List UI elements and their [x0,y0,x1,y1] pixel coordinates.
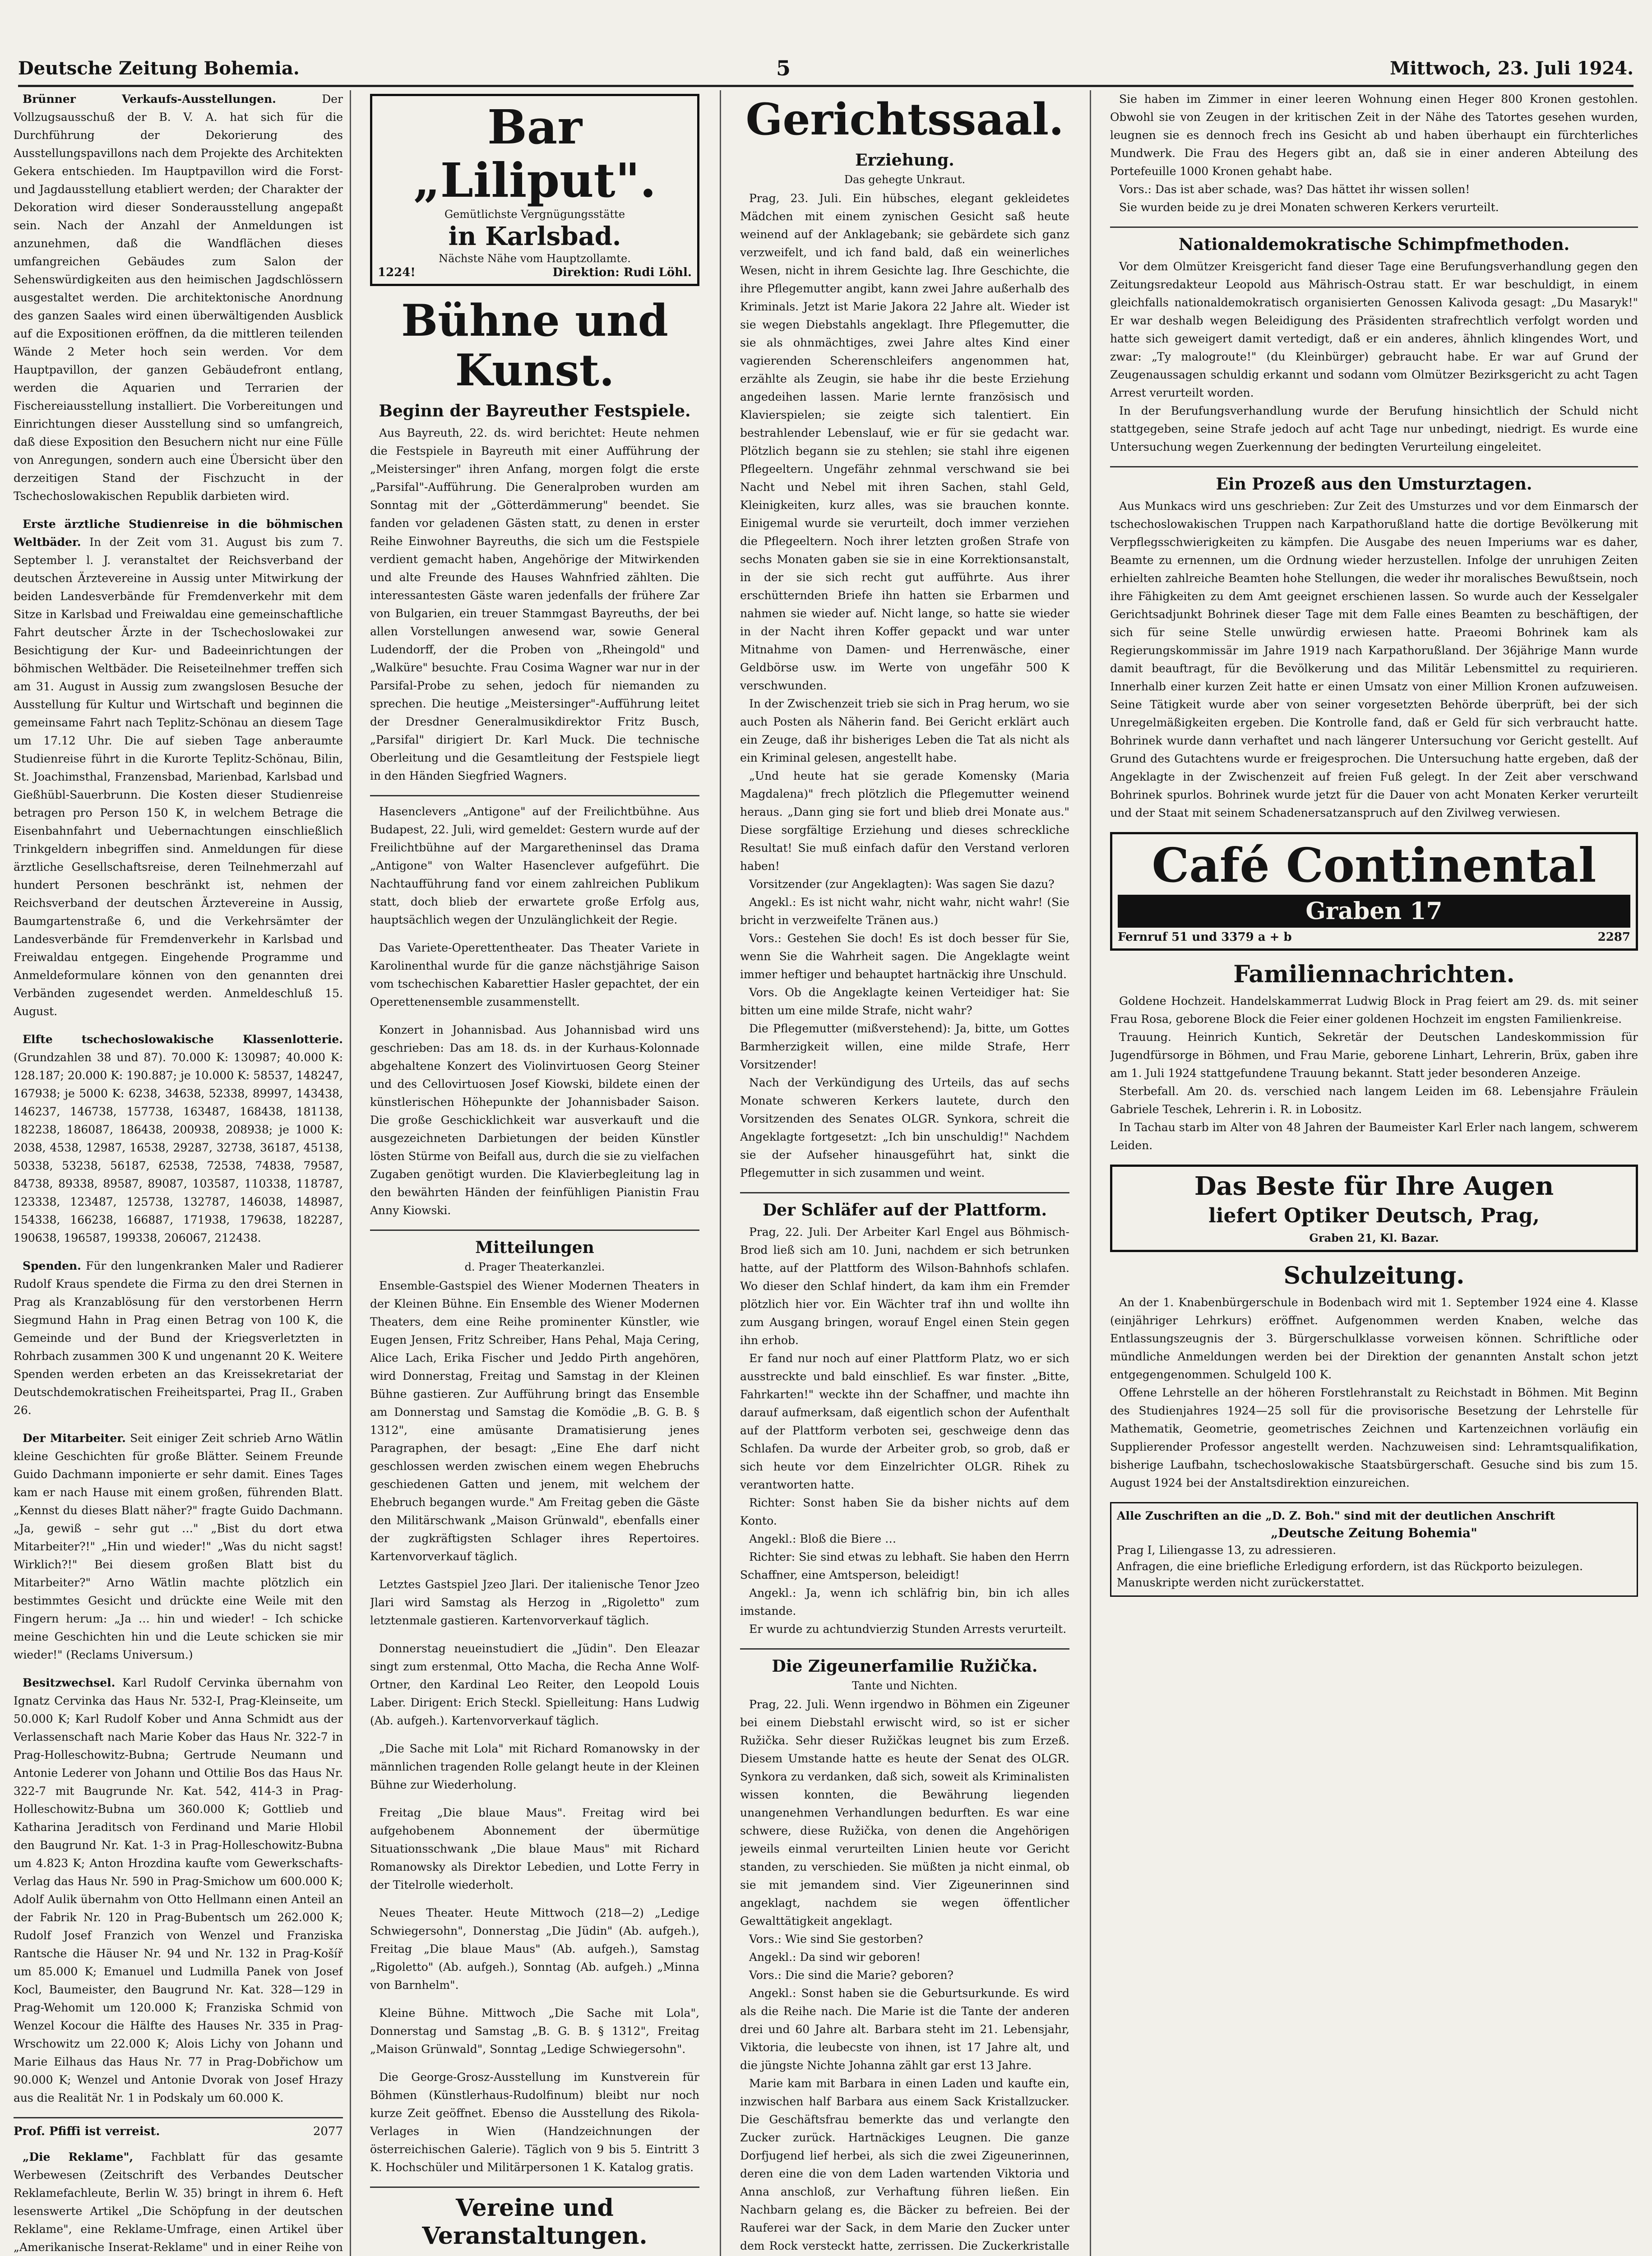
article-text: Aus Munkacs wird uns geschrieben: Zur Zeit des Umsturzes und vor dem Einmarsch der tschechoslowakischen Truppen nach Karpathorußland hatte die dortige Bevölkerung mit Verpflegsschwierigkeiten zu kämpfen. Die Ausgabe des neuen Imperiums war es daher, Beamte zu ernennen, um die Ordnung wieder herzustellen. Infolge der unruhigen Zeiten erhielten zahlreiche Beamten hohe Stellungen, die weder ihr moralisches Bewußtsein, noch ihre Fähigkeiten zu dem Amt geeignet erschienen lassen. So wurde auch der Kesselgaler Gerichtsadjunkt Bohrinek dieser Tage mit dem Falle eines Beamten zu beschäftigen, der sich für seine Stelle unwürdig erwiesen hatte. Praeomi Bohrinek kam als Regierungskommissär im Jahre 1919 nach Karpathorußland. Der 36jährige Mann wurde damit beauftragt, für die Bevölkerung und das Militär Lebensmittel zu requirieren. Innerhalb einer kurzen Zeit hatte er einen Umsatz von einer Million Kronen aufzuweisen. Seine Tätigkeit wurde aber von seiner vorgesetzten Behörde überprüft, bei der sich Unregelmäßigkeiten ergeben. Die Kontrolle fand, daß er Geld für sich verbraucht hatte. Bohrinek wurde dann verhaftet und nach längerer Untersuchung vor Gericht gestellt. Auf Grund des Gutachtens wurde er freigesprochen. Die Untersuchung hatte ergeben, daß der Angeklagte in der Zwischenzeit auf freien Fuß gelegt. In der Zeit aber verschwand Bohrinek spurlos. Bohrinek wurde jetzt für die Dauer von acht Monaten Kerker verurteilt und der Staat mit seinem Schadenersatzanspruch auf den Zivilweg verwiesen. [1110,499,1638,819]
article-neues-theater [370,1904,699,1994]
article-text: Ensemble-Gastspiel des Wiener Modernen Theaters in der Kleinen Bühne. Ein Ensemble des Wiener Modernen Theaters, dem eine Reihe prominenter Künstler, wie Eugen Jensen, Fritz Schreiber, Hans Pehal, Maja Cering, Alice Lach, Erika Fischer und Jeddo Pirth angehören, wird Donnerstag, Freitag und Samstag in der Kleinen Bühne gastieren. Zur Aufführung bringt das Ensemble am Donnerstag und Samstag die Komödie „B. G. B. § 1312", eine amüsante Dramatisierung jenes Paragraphen, der besagt: „Eine Ehe darf nicht geschlossen werden zwischen einem wegen Ehebruchs geschiedenen Gatten und jenem, mit welchem der Ehebruch begangen wurde." Am Freitag geben die Gäste den Militärschwank „Maison Grünwald", ebenfalls einer der zugkräftigsten Schlager ihres Repertoires. Kartenvorverkauf täglich. [370,1279,699,1563]
article-text: Er wurde zu achtundvierzig Stunden Arrests verurteilt. [749,1623,1067,1636]
section-title: Gerichtssaal. [745,94,1064,145]
article-text: „Die Sache mit Lola" mit Richard Romanowsky in der männlichen tragenden Rolle gelangt heute in der Kleinen Bühne zur Wiederholung. [370,1742,699,1791]
page-number: 5 [776,56,791,80]
lottery-numbers: (Grundzahlen 38 und 87). 70.000 K: 130987; 40.000 K: 128.187; 20.000 K: 190.887; je 10.000 K: 58537, 148247, 167938; je 5000 K: 6238, 34638, 52338, 89997, 143438, 146237, 146738, 157738, 163487, 168438, 181138, 182238, 186087, 186438, 200938, 208938; je 1000 K: 2038, 4538, 12987, 16538, 29287, 32738, 36187, 45138, 50338, 53238, 56187, 62538, 72538, 74838, 79587, 84738, 89338, 89587, 89087, 103587, 110338, 118787, 123338, 123487, 125738, 132787, 146038, 148987, 154338, 166238, 166887, 171938, 179638, 182287, 190638, 196587, 199338, 206067, 212438. [14,1051,343,1244]
article-text: Freitag „Die blaue Maus". Freitag wird bei aufgehobenem Abonnement der übermütige Situationsschwank „Die blaue Maus" mit Richard Romanowsky als Direktor Lebedien, und Lotte Ferry in der Titelrolle wiederholt. [370,1806,699,1891]
article-text: Karl Rudolf Cervinka übernahm von Ignatz Cervinka das Haus Nr. 532-I, Prag-Kleinseite, um 50.000 K; Karl Rudolf Kober und Anna Schmidt aus der Verlassenschaft nach Marie Kober das Haus Nr. 322-7 in Prag-Holleschowitz-Bubna; Gertrude Neumann und Antonie Lederer von Johann und Ottilie Bos das Haus Nr. 322-7 mit Baugrunde Nr. Kat. 542, 414-3 in Prag-Holleschowitz-Bubna um 360.000 K; Gottlieb und Katharina Jeraditsch von Ferdinand und Marie Hlobil den Baugrund Nr. Kat. 1-3 in Prag-Holleschowitz-Bubna um 4.823 K; Anton Hrozdina kaufte vom Gewerkschafts-Verlag das Haus Nr. 590 in Prag-Smichow um 600.000 K; Adolf Aulik übernahm von Otto Hellmann einen Anteil an der Fabrik Nr. 120 in Prag-Bubentsch um 262.000 K; Rudolf Josef Franzich von Wenzel und Franziska Rantsche die Häuser Nr. 94 und Nr. 132 in Prag-Košíř um 85.000 K; Emanuel und Ludmilla Panek von Josef Kocl, Baumeister, den Baugrund Nr. Kat. 328—129 in Prag-Wehomit um 120.000 K; Franziska Schmid von Wenzel Kocour die Hälfte des Hauses Nr. 335 in Prag-Wrschowitz um 22.000 K; Alois Lichy von Johann und Marie Eilhaus das Haus Nr. 77 in Prag-Dobřichow um 90.000 K; Wenzel und Antonie Dvorak von Josef Hrazy aus die Realität Nr. 1 in Podskaly um 60.000 K. [14,1676,343,2104]
article-lead: Elfte tschechoslowakische Klassenlotterie. [23,1033,343,1046]
article-text: Der Vollzugsausschuß der B. V. A. hat sich für die Durchführung der Dekorierung des Ausstellungspavillons nach dem Projekte des Architekten Gekera entschieden. Im Hauptpavillon wird die Forst- und Jagdausstellung etabliert werden; der Charakter der Dekoration wird dieser Sonderausstellung angepaßt sein. Nach der Anzahl der Anmeldungen ist anzunehmen, daß die Wandflächen dieses umfangreichen Gebäudes zum Salon der Sehenswürdigkeiten aus den heimischen Jagdschlössern ausgestaltet werden. Die architektonische Anordnung des ganzen Saales wird einen überwältigenden Ausblick auf die Expositionen eröffnen, da die mittleren teilenden Wände 2 Meter hoch sein werden. Vor dem Hauptpavillon, der ganzen Gebäudefront entlang, werden die Aquarien und Terrarien der Fischereiausstellung installiert. Die Vorbereitungen und Einrichtungen dieser Ausstellung sind so umfangreich, daß diese Exposition den Besuchern nicht nur eine Fülle von Anregungen, sondern auch eine Übersicht über den derzeitigen Stand der Fischzucht in der Tschechoslowakischen Republik darbieten wird. [14,92,343,503]
article-bayreuth [370,424,699,785]
article-text: In Tachau starb im Alter von 48 Jahren der Baumeister Karl Erler nach langem, schwerem Leiden. [1110,1121,1638,1152]
ad-code: 1224! [378,266,416,279]
article-text: Vor dem Olmützer Kreisgericht fand dieser Tage eine Berufungsverhandlung gegen den Zeitungsredakteur Leopold aus Mährisch-Ostrau statt. Er war beschuldigt, in einem gleichfalls nationaldemokratisch organisierten Genossen Kalivoda gesagt: „Du Masaryk!" Er war deshalb wegen Beleidigung des Präsidenten strafrechtlich verfolgt worden und hatte sich geweigert damit vertedigt, daß er ein anderes, ähnlich klingendes Wort, und zwar: „Ty malogroute!" (du Kleinbürger) gebraucht habe. Er war auf Grund der Zeugenaussagen schuldig erkannt und sodann vom Olmützer Bezirksgericht zu acht Tagen Arrest verurteilt worden. [1110,260,1638,399]
article-text: Marie kam mit Barbara in einen Laden und kaufte ein, inzwischen half Barbara aus einem Sack Kristallzucker. Die Geschäftsfrau bemerkte das und verlangte den Zucker zurück. Hartnäckiges Leugnen. Die ganze Dorfjugend lief herbei, als sich die zwei Zigeunerinnen, deren eine die von dem Laden wartenden Viktoria und Anna anschloß, zur Verhaftung führen ließen. Ein Nachbarn gelang es, die Bäcker zu befreien. Bei der Rauferei war der Sack, in dem Marie den Zucker unter dem Rock versteckt hatte, zerrissen. Die Zuckerkristalle [740,2077,1069,2252]
column-2 [370,90,699,2256]
ad-phone: Fernruf 51 und 3379 a + b [1118,930,1292,944]
article-subheadline: Das gehegte Unkraut. [844,173,966,186]
dialogue-line: Richter: Sie sind etwas zu lebhaft. Sie haben den Herrn Schaffner, eine Amtsperson, beleidigt! [740,1550,1069,1581]
dialogue-line: Die Pflegemutter (mißverstehend): Ja, bitte, um Gottes Barmherzigkeit willen, eine milde Strafe, Herr Vorsitzender! [740,1022,1069,1071]
ad-title: Bar „Liliput". [413,99,657,208]
ad-title: Das Beste für Ihre Augen [1194,1171,1554,1201]
article-ensemble-gastspiel [370,1277,699,1566]
divider [370,2187,699,2188]
ad-text: Graben 17 [1118,895,1630,928]
article-schulzeitung [1110,1294,1638,1492]
article-text: Neues Theater. Heute Mittwoch (218—2) „Ledige Schwiegersohn", Donnerstag „Die Jüdin" (Ab. aufgeh.), Freitag „Die blaue Maus" (Ab. aufgeh.), Samstag „Rigoletto" (Ab. aufgeh.), Sonntag (Ab. aufgeh.) „Minna von Barnhelm". [370,1906,699,1992]
ad-text: liefert Optiker Deutsch, Prag, [1208,1204,1540,1227]
article-kleine-buehne [370,2004,699,2058]
article-erziehung [740,190,1069,1182]
article-lead: Der Mitarbeiter. [23,1432,126,1445]
article-blaue-maus [370,1804,699,1894]
article-schimpfmethoden [1110,258,1638,456]
ad-address: Graben 21, Kl. Bazar. [1309,1231,1439,1244]
article-leseabend [370,2254,699,2256]
article-text: Prag, 22. Juli. Wenn irgendwo in Böhmen ein Zigeuner bei einem Diebstahl erwischt wird, so ist er sicher Ružička. Sehr dieser Ružičkas leugnet bis zum Erzeß. Diesem Umstande hatte es heute der Senat des OLGR. Synkora zu verdanken, daß sich, soweit als Kriminalisten wissen konnten, die Bewährung liegenden unangenehmen Verhandlungen bedurften. Es war eine schwere, diese Ružička, von denen die Angehörigen jeweils einmal verurteilten Linien heute vor Gericht standen, zu verschieden. Sie müßten ja nicht einmal, ob sie mit jemandem sind. Vier Zigeunerinnen sind angeklagt, nachdem sie wegen öffentlicher Gewalttätigkeit angeklagt. [740,1698,1069,1928]
ad-code: 2287 [1597,930,1630,944]
article-text: Seit einiger Zeit schrieb Arno Wätlin kleine Geschichten für große Blätter. Seinem Freunde Guido Dachmann imponierte er sehr damit. Eines Tages kam er nach Hause mit einem großen, führenden Blatt. „Kennst du dieses Blatt näher?" fragte Guido Dachmann. „Ja, gewiß – sehr gut …" „Bist du dort etwa Mitarbeiter?!" „Hin und wieder!" „Was du nicht sagst! Wirklich?!" Bei diesem großen Blatt bist du Mitarbeiter?" Arno Wätlin machte plötzlich ein bestimmtes Gesicht und drückte eine Weile mit den Fingern herum: „Ja … hin und wieder! – Ich schicke meine Geschichten hin und die Leute schicken sie mir wieder!" (Reclams Universum.) [14,1432,343,1661]
article-lola [370,1740,699,1794]
article-text: Hasenclevers „Antigone" auf der Freilichtbühne. Aus Budapest, 22. Juli, wird gemeldet: Gestern wurde auf der Freilichtbühne auf der Margaretheninsel das Drama „Antigone" von Walter Hasenclever aufgeführt. Die Nachtaufführung fand vor einem zahlreichen Publikum statt, doch blieb der erwartete große Erfolg aus, hauptsächlich wegen der Unzulänglichkeit der Regie. [370,805,699,926]
article-grosz-ausstellung [370,2068,699,2177]
section-title: Bühne und Kunst. [401,295,668,396]
article-text: Goldene Hochzeit. Handelskammerrat Ludwig Block in Prag feiert am 29. ds. mit seiner Frau Rosa, geborene Block die Feier einer goldenen Hochzeit im engsten Familienkreise. [1110,994,1638,1026]
article-johannisbad [370,1021,699,1220]
dialogue-line: Vors.: Gestehen Sie doch! Es ist doch besser für Sie, wenn Sie die Wahrheit sagen. Die Angeklagte weint immer heftiger und behauptet hartnäckig ihre Unschuld. [740,932,1069,981]
article-text: In der Berufungsverhandlung wurde der Berufung hinsichtlich der Schuld nicht stattgegeben, seine Strafe jedoch auf acht Tage nur unbedingt, niedrigt. Es wurde eine Untersuchung wegen Zuerkennung der bedingten Verurteilung eingeleitet. [1110,404,1638,453]
article-headline: Erziehung. [855,151,954,170]
article-text: Letztes Gastspiel Jzeo Jlari. Der italienische Tenor Jzeo Jlari wird Samstag als Herzog in „Rigoletto" zum letztenmale gastieren. Kartenvorverkauf täglich. [370,1578,699,1627]
divider [14,2117,343,2118]
article-text: In der Zeit vom 31. August bis zum 7. September l. J. veranstaltet der Reichsverband der deutschen Ärztevereine in Aussig unter Mitwirkung der beiden Landesverbände für Fremdenverkehr mit dem Sitze in Karlsbad und Freiwaldau eine gemeinschaftliche Fahrt deutscher Ärzte in der Tschechoslowakei zur Besichtigung der Kur- und Badeeinrichtungen der böhmischen Weltbäder. Die Reiseteilnehmer treffen sich am 31. August in Aussig zum zwangslosen Besuche der Ausstellung für Kultur und Wirtschaft und beginnen die gemeinsame Fahrt nach Teplitz-Schönau an diesem Tage um 17.12 Uhr. Die auf sieben Tage anberaumte Studienreise führt in die Kurorte Teplitz-Schönau, Bilin, St. Joachimsthal, Franzensbad, Marienbad, Karlsbad und Gießhübl-Sauerbrunn. Die Kosten dieser Studienreise betragen pro Person 150 K, in welchem Betrage die Eisenbahnfahrt und Uebernachtungen einschließlich Trinkgeldern inbegriffen sind. Anmeldungen für diese ärztliche Gesellschaftsreise, deren Teilnehmerzahl auf hundert Personen beschränkt ist, nehmen der Reichsverband der deutschen Ärztevereine in Aussig, Baumgartenstraße 6, und die Verkehrsämter der Landesverbände für Fremdenverkehr in Karlsbad und Freiwaldau entgegen. Eingehende Programme und Anmeldeformulare können von den genannten drei Verbänden zugesendet werden. Anmeldeschluß 15. August. [14,536,343,1018]
article-lead: Besitzwechsel. [23,1676,116,1689]
article-reklame [14,2148,343,2256]
notice-text: Prof. Pfiffi ist verreist. [14,2125,160,2138]
article-umsturztage [1110,497,1638,822]
article-headline: Beginn der Bayreuther Festspiele. [379,402,691,421]
article-headline: Ein Prozeß aus den Umsturztagen. [1216,475,1532,494]
ad-bar-liliput [370,94,699,286]
article-text: Trauung. Heinrich Kuntich, Sekretär der Deutschen Landeskommission für Jugendfürsorge in Böhmen, und Frau Marie, geborene Linhart, Lehrerin, Brüx, gaben ihre am 1. Juli 1924 stattgefundene Trauung bekannt. Statt jeder besonderen Anzeige. [1110,1031,1638,1080]
article-text: Die George-Grosz-Ausstellung im Kunstverein für Böhmen (Künstlerhaus-Rudolfinum) bleibt nur noch kurze Zeit geöffnet. Ebenso die Ausstellung des Rikola-Verlages in Wien (Handzeichnungen der österreichischen Galerie). Täglich von 9 bis 5. Eintritt 3 K. Hochschüler und Militärpersonen 1 K. Katalog gratis. [370,2071,699,2174]
article-text: Prag, 22. Juli. Der Arbeiter Karl Engel aus Böhmisch-Brod ließ sich am 10. Juni, nachdem er sich betrunken hatte, auf der Plattform des Wilson-Bahnhofs schlafen. Wo dieser den Schlaf hindert, da kam ihm ein Fremder plötzlich hier vor. Ein Wächter traf ihn und wollte ihn zum Ausgang bringen, worauf Engel einen Stein gegen ihn erhob. [740,1225,1069,1347]
article-text: Konzert in Johannisbad. Aus Johannisbad wird uns geschrieben: Das am 18. ds. in der Kurhaus-Kolonnade abgehaltene Konzert des Violinvirtuosen Georg Steiner und des Cellovirtuosen Josef Kiowski, bildete einen der künstlerischen Höhepunkte der Johannisbader Saison. Die große Geschicklichkeit war ausverkauft und die ausgezeichneten Darbietungen der beiden Künstler lösten Stürme von Beifall aus, durch die sie zu vielfachen Zugaben genötigt wurden. Die Klavierbegleitung lag in den bewährten Händen der feinfühligen Pianistin Frau Anny Kiowski. [370,1023,699,1217]
article-subheadline: Tante und Nichten. [852,1679,958,1692]
dialogue-line: Angekl.: Bloß die Biere … [749,1532,897,1545]
notice-pfiffi [14,2125,343,2138]
dialogue-line: Vorsitzender (zur Angeklagten): Was sagen Sie dazu? [749,878,1055,891]
article-juedin [370,1640,699,1730]
article-aerztliche-studienreise [14,515,343,1021]
dialogue-line: Vors.: Die sind die Marie? geboren? [749,1969,954,1982]
notice-text: „Deutsche Zeitung Bohemia" [1271,1526,1477,1540]
column-3 [740,90,1069,2256]
divider [740,1192,1069,1193]
column-divider [1090,90,1091,2256]
article-text: In der Zwischenzeit trieb sie sich in Prag herum, wo sie auch Posten als Näherin fand. Bei Gericht erklärt auch ein Zeuge, daß ihr bisheriges Leben die Tat als nicht als ein Kriminal gelesen, angestellt habe. [740,697,1069,764]
notice-text: Prag I, Liliengasse 13, zu adressieren. [1117,1544,1337,1557]
ad-text: Direktion: Rudi Löhl. [552,266,692,279]
article-text [370,2254,699,2256]
article-mitarbeiter [14,1429,343,1664]
column-divider [720,90,721,2256]
article-text: „Und heute hat sie gerade Komensky (Maria Magdalena)" frech plötzlich die Pflegemutter weinend heraus. „Dann ging sie fort und blieb drei Monate aus." Diese sorgfältige Erziehung und dieses schreckliche Resultat! Sie muß einfach dafür den Verstand verloren haben! [740,769,1069,873]
section-title: Familiennachrichten. [1233,961,1515,988]
article-text: Nach der Verkündigung des Urteils, das auf sechs Monate schweren Kerkers lautete, durch den Vorsitzenden des Senates OLGR. Synkora, schreit die Angeklagte fortgesetzt: „Ich bin unschuldig!" Nachdem sie der Aufseher hinausgeführt hat, sinkt die Pflegemutter in sich zusammen und weint. [740,1076,1069,1179]
article-text: Er fand nur noch auf einer Plattform Platz, wo er sich ausstreckte und bald einschlief. Es war finster. „Bitte, Fahrkarten!" weckte ihn der Schaffner, und machte ihn darauf aufmerksam, daß eigentlich schon der Aufenthalt auf der Plattform verboten sei, geschweige denn das Schlafen. Da wurde der Arbeiter grob, so grob, daß er sich heute vor dem Einzelrichter OLGR. Rihek zu verantworten hatte. [740,1352,1069,1491]
ad-text: Nächste Nähe vom Hauptzollamte. [439,252,631,265]
article-text: Sterbefall. Am 20. ds. verschied nach langem Leiden im 68. Lebensjahre Fräulein Gabriele Teschek, Lehrerin i. R. in Lobositz. [1110,1085,1638,1116]
ad-text: Gemütlichste Vergnügungsstätte [444,208,625,221]
article-bruenner-ausstellungen [14,90,343,505]
notice-text: Manuskripte werden nicht zurückerstattet. [1117,1576,1365,1589]
divider [370,1230,699,1231]
divider [1110,227,1638,228]
article-continued [1110,90,1638,217]
article-lead: Erste ärztliche Studienreise in die böhmischen Weltbäder. [14,518,343,549]
article-zigeunerfamilie [740,1696,1069,2256]
ad-title: Café Continental [1152,837,1596,893]
article-lead: Spenden. [23,1259,81,1272]
article-text: Das Variete-Operettentheater. Das Theater Variete in Karolinenthal wurde für die ganze nächstjährige Saison vom tschechischen Kabarettier Hasler gepachtet, der ein Operettenensemble zusammenstellt. [370,941,699,1008]
article-text: Sie wurden beide zu je drei Monaten schweren Kerkers verurteilt. [1119,201,1499,214]
article-text: An der 1. Knabenbürgerschule in Bodenbach wird mit 1. September 1924 eine 4. Klasse (einjähriger Lehrkurs) eröffnet. Aufgenommen werden Knaben, welche das Entlassungszeugnis der 3. Bürgerschulklasse vorweisen können. Schriftliche oder mündliche Anmeldungen werden bei der Direktion der genannten Anstalt schon jetzt entgegengenommen. Schulgeld 100 K. [1110,1296,1638,1381]
article-text: Prag, 23. Juli. Ein hübsches, elegant gekleidetes Mädchen mit einem zynischen Gesicht saß heute weinend auf der Anklagebank; sie gebärdete sich ganz verzweifelt, und ich fand bald, daß ein weinerliches Wesen, nicht in ihrem Gesichte lag. Ihre Geschichte, die ihre Pflegemutter angibt, kann zwei Jahre außerhalb des Kriminals. Jetzt ist Marie Jakora 22 Jahre alt. Wieder ist sie wegen Diebstahls angeklagt. Ihre Pflegemutter, die sie als ohnmächtiges, zwei Jahre altes Kind einer vagierenden Scherenschleifers angenommen hat, erzählte als Zeugin, sie habe ihr die beste Erziehung angedeihen lassen. Marie lernte französisch und Klavierspielen; sie zeigte sich talentiert. Ein bestrahlender Lebenslauf, wie er für sie gedacht war. Plötzlich begann sie zu stehlen; sie stahl ihre eigenen Pflegeeltern. Ungefähr zehnmal verschwand sie bei Nacht und Nebel mit ihren Sachen, stahl Geld, Kleinigkeiten, kurz alles, was sie brauchen konnte. Einigemal wurde sie verurteilt, doch immer verziehen die Pflegeeltern. Noch ihrer letzten großen Strafe von sechs Monaten gaben sie sie in eine Korrektionsanstalt, in der sie sich recht gut aufführte. Aus ihrer erschütternden Briefe ihn hatten sie Erbarmen und nahmen sie wieder auf. Nicht lange, so hatte sie wieder in der Nacht ihren Koffer gepackt und war unter Mitnahme von Damen- und Herrenwäsche, einer Geldbörse usw. im Werte von ungefähr 500 K verschwunden. [740,192,1069,692]
article-jlari [370,1576,699,1630]
notice-number: 2077 [313,2125,343,2138]
article-text: Sie haben im Zimmer in einer leeren Wohnung einen Heger 800 Kronen gestohlen. Obwohl sie von Zeugen in der kritischen Zeit in der Nähe des Tatortes gesehen wurden, leugnen sie es dennoch frech ins Gesicht ab und haben überhaupt ein fürchterliches Mundwerk. Die Frau des Hegers gibt an, daß sie in einer anderen Abteilung des Portefeuille 1000 Kronen gehabt habe. [1110,92,1638,178]
article-text: Kleine Bühne. Mittwoch „Die Sache mit Lola", Donnerstag und Samstag „B. G. B. § 1312", Freitag „Maison Grünwald", Sonntag „Ledige Schwiegersohn". [370,2006,699,2056]
article-schlaefer [740,1223,1069,1638]
dialogue-line: Angekl.: Es ist nicht wahr, nicht wahr, nicht wahr! (Sie bricht in verzweifelte Tränen aus.) [740,896,1069,927]
article-text: Für den lungenkranken Maler und Radierer Rudolf Kraus spendete die Firma zu den drei Sternen in Prag als Kranzablösung für den verstorbenen Herrn Siegmund Hahn in Prag einen Betrag von 100 K, die Gemeinde und der Bund der Kriegsverletzten in Rohrbach zusammen 300 K und ungenannt 20 K. Weitere Spenden werden erbeten an das Kreissekretariat der Deutschdemokratischen Freiheitspartei, Prag II., Graben 26. [14,1259,343,1417]
ad-cafe-continental [1110,832,1638,951]
divider [370,795,699,796]
divider [740,1648,1069,1650]
column-divider [350,90,351,2256]
issue-date: Mittwoch, 23. Juli 1924. [1390,58,1633,79]
article-headline: Nationaldemokratische Schimpfmethoden. [1178,235,1570,254]
article-spenden [14,1257,343,1419]
dialogue-line: Richter: Sonst haben Sie da bisher nichts auf dem Konto. [740,1496,1069,1527]
dialogue-line: Vors. Ob die Angeklagte keinen Verteidiger hat: Sie bitten um eine milde Strafe, nicht wahr? [740,986,1069,1017]
dialogue-line: Vors.: Das ist aber schade, was? Das hättet ihr wissen sollen! [1119,183,1470,196]
article-klassenlotterie [14,1031,343,1247]
dialogue-line: Vors.: Wie sind Sie gestorben? [749,1932,923,1946]
article-besitzwechsel [14,1674,343,2107]
section-subtitle: Mitteilungen [475,1238,594,1257]
notice-text: Alle Zuschriften an die „D. Z. Boh." sind mit der deutlichen Anschrift [1117,1509,1555,1522]
section-title: Vereine und Veranstaltungen. [422,2194,648,2250]
column-4 [1110,90,1638,2256]
ad-optiker-deutsch [1110,1165,1638,1252]
article-lead: „Die Reklame", [23,2150,134,2164]
dialogue-line: Angekl.: Ja, wenn ich schläfrig bin, bin ich alles imstande. [740,1586,1069,1618]
dialogue-line: Angekl.: Da sind wir geboren! [749,1951,921,1964]
dialogue-line: Angekl.: Sonst haben sie die Geburtsurkunde. Es wird als die Reihe nach. Die Marie ist die Tante der anderen drei und 60 Jahre alt. Barbara steht im 21. Lebensjahr, Viktoria, die leubecste von ihnen, ist 17 Jahre alt, und die jüngste Nichte Johanna zählt gar erst 13 Jahre. [740,1987,1069,2072]
section-subtitle: d. Prager Theaterkanzlei. [464,1261,605,1273]
article-text: Offene Lehrstelle an der höheren Forstlehranstalt zu Reichstadt in Böhmen. Mit Beginn des Studienjahres 1924—25 soll für die provisorische Besetzung der Lehrstelle für Mathematik, Geometrie, geometrisches Zeichnen und Kartenzeichnen vorläufig ein Supplierender Professor angestellt werden. Nachzuweisen sind: Lehramtsqualifikation, bisherige Laufbahn, tschechoslowakische Staatsbürgerschaft. Gesuche sind bis zum 15. August 1924 bei der Anstaltsdirektion einzureichen. [1110,1386,1638,1489]
masthead [18,53,1633,87]
article-text: Fachblatt für das gesamte Werbewesen (Zeitschrift des Verbandes Deutscher Reklamefachleute, Berlin W. 35) bringt in ihrem 6. Heft lesenswerte Artikel „Die Schöpfung in der deutschen Reklame", eine Reklame-Umfrage, einen Artikel über „Amerikanische Inserat-Reklame" und in einer Reihe von [14,2150,343,2254]
article-headline: Die Zigeunerfamilie Ružička. [772,1657,1038,1676]
editorial-notice [1110,1502,1638,1597]
article-variete [370,939,699,1011]
article-lead: Brünner Verkaufs-Ausstellungen. [23,92,276,106]
divider [1110,466,1638,467]
article-headline: Der Schläfer auf der Plattform. [762,1201,1047,1220]
article-antigone [370,803,699,929]
paper-name: Deutsche Zeitung Bohemia. [18,58,300,79]
section-title: Schulzeitung. [1283,1262,1465,1290]
notice-text: Anfragen, die eine briefliche Erledigung erfordern, ist das Rückporto beizulegen. [1117,1560,1583,1573]
article-text: Aus Bayreuth, 22. ds. wird berichtet: Heute nehmen die Festspiele in Bayreuth mit einer Aufführung der „Meistersinger" ihren Anfang, morgen folgt die erste „Parsifal"-Aufführung. Die Generalproben wurden am Sonntag mit der „Götterdämmerung" beendet. Sie fanden vor geladenen Gästen statt, zu denen in erster Reihe Einwohner Bayreuths, die sich um die Festspiele verdient gemacht haben, Angehörige der Mitwirkenden und alte Freunde des Hauses Wahnfried zählten. Die interessantesten Gäste waren jedenfalls der frühere Zar von Bulgarien, ein treuer Stammgast Bayreuths, der bei allen Vorstellungen anwesend war, sowie General Ludendorff, der die Proben von „Rheingold" und „Walküre" besuchte. Frau Cosima Wagner war nur in der Parsifal-Probe zu sehen, jedoch für niemanden zu sprechen. Die heutige „Meistersinger"-Aufführung leitet der Dresdner Generalmusikdirektor Fritz Busch, „Parsifal" dirigiert Dr. Karl Muck. Die technische Oberleitung und die Gesamtleitung der Festspiele liegt in den Händen Siegfried Wagners. [370,426,699,782]
article-text: Donnerstag neueinstudiert die „Jüdin". Den Eleazar singt zum erstenmal, Otto Macha, die Recha Anne Wolf-Ortner, den Kardinal Leo Reiter, den Leopold Louis Laber. Dirigent: Erich Steckl. Spielleitung: Hans Ludwig (Ab. aufgeh.). Kartenvorverkauf täglich. [370,1642,699,1727]
column-1 [14,90,343,2256]
article-familiennachrichten [1110,992,1638,1155]
ad-text: in Karlsbad. [448,222,621,251]
